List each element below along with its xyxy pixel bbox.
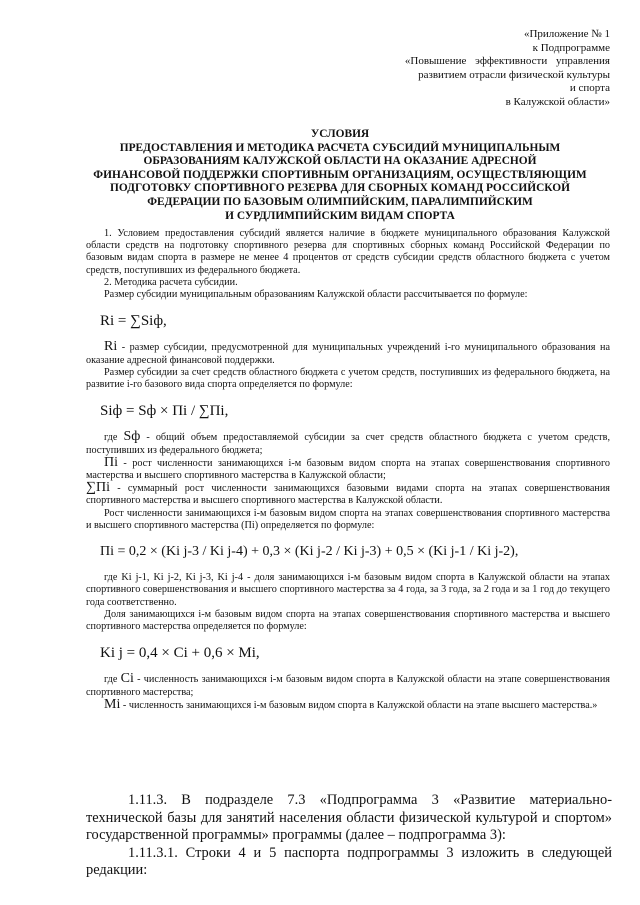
appendix-header: [350, 28, 610, 109]
paragraph: [86, 454, 610, 482]
title-line: ФЕДЕРАЦИИ ПО БАЗОВЫМ ОЛИМПИЙСКИМ, ПАРАЛИМПИЙСКИМ: [147, 195, 533, 208]
formula: Siф = Sф × Пi / ∑Пi,: [100, 403, 229, 420]
formula: Пi = 0,2 × (Ki j-3 / Ki j-4) + 0,3 × (Ki j-2 / Ki j-3) + 0,5 × (Ki j-1 / Ki j-2),: [100, 544, 519, 560]
amendment-section: [86, 792, 612, 880]
title-line: ПОДГОТОВКУ СПОРТИВНОГО РЕЗЕРВА ДЛЯ СБОРНЫХ КОМАНД РОССИЙСКОЙ: [109, 182, 570, 195]
formula-symbol: Sф: [123, 429, 141, 445]
formula: Ki j = 0,4 × Ci + 0,6 × Mi,: [100, 645, 260, 662]
paragraph-text: - численность занимающихся i-м базовым видом спорта в Калужской области на этапе совершенствования спортивного мастерства;: [86, 674, 610, 698]
paragraph: Рост численности занимающихся i-м базовым видом спорта на этапах совершенствования спортивного мастерства и высшего спортивного мастерства (Пi) определяется по формуле:: [86, 507, 610, 531]
appendix-line: и спорта: [569, 82, 610, 94]
paragraph: [86, 673, 610, 698]
paragraph: [86, 482, 610, 507]
section-paragraph: 1.11.3. В подразделе 7.3 «Подпрограмма 3 «Развитие материально-технической базы для занятий населения области физической культурой и спортом» государственной программы» программы (далее – подпрограмма 3):: [86, 792, 612, 844]
paragraph: Размер субсидии муниципальным образованиям Калужской области рассчитывается по формуле:: [104, 289, 528, 301]
paragraph-text: где: [104, 572, 122, 584]
paragraph-text: - общий объем предоставляемой субсидии за счет средств областного бюджета с учетом средств, поступивших из федерального бюджета;: [86, 432, 610, 456]
title-line: И СУРДЛИМПИЙСКИМ ВИДАМ СПОРТА: [225, 209, 455, 222]
formula-symbol: Пi: [104, 454, 118, 470]
document-title: [90, 128, 590, 223]
formula-symbol: Ki j-1, Ki j-2, Ki j-3, Ki j-4: [121, 572, 244, 584]
paragraph-text: - численность занимающихся i-м базовым видом спорта в Калужской области на этапе высшего мастерства.»: [120, 699, 598, 711]
section-paragraph: 1.11.3.1. Строки 4 и 5 паспорта подпрограммы 3 изложить в следующей редакции:: [86, 844, 612, 879]
paragraph-text: - суммарный рост численности занимающихся базовыми видами спорта на этапах совершенствования спортивного мастерства и высшего спортивного мастерства в Калужской области.: [86, 483, 610, 507]
paragraph-text: где: [104, 674, 121, 686]
formula: Ri = ∑Siф,: [100, 313, 167, 330]
appendix-line: в Калужской области»: [505, 95, 610, 108]
formula-symbol: Mi: [104, 696, 121, 712]
appendix-line: к Подпрограмме: [532, 41, 610, 54]
title-line: ФИНАНСОВОЙ ПОДДЕРЖКИ СПОРТИВНЫМ ОРГАНИЗАЦИЯМ, ОСУЩЕСТВЛЯЮЩИМ: [93, 168, 587, 181]
formula-symbol: Ri: [104, 339, 118, 355]
appendix-line: развитием отрасли физической культуры: [418, 68, 610, 81]
appendix-line: «Повышение эффективности управления: [404, 55, 610, 67]
formula-symbol: Ci: [120, 671, 134, 687]
paragraph: [86, 431, 610, 456]
formula-symbol: ∑Пi: [86, 480, 110, 496]
paragraph: Размер субсидии за счет средств областного бюджета с учетом средств, поступивших из федерального бюджета, на развитие i-го базового вида спорта определяется по формуле:: [86, 366, 610, 391]
paragraph-text: - доля занимающихся i-м базовым видом спорта в Калужской области на этапах спортивного совершенствования и высшего спортивного мастерства за 4 года, за 3 года, за 2 года и за 1 год до текущего года соответственно.: [86, 572, 610, 608]
paragraph: Доля занимающихся i-м базовым видом спорта на этапах совершенствования спортивного мастерства и высшего спортивного мастерства определяется по формуле:: [86, 608, 610, 633]
paragraph-text: - рост численности занимающихся i-м базовым видом спорта на этапах совершенствования спортивного мастерства и высшего спортивного мастерства в Калужской области;: [86, 457, 610, 482]
paragraph: [86, 696, 610, 712]
title-line: ПРЕДОСТАВЛЕНИЯ И МЕТОДИКА РАСЧЕТА СУБСИДИЙ МУНИЦИПАЛЬНЫМ: [119, 141, 561, 154]
paragraph: [86, 341, 610, 366]
title-line: УСЛОВИЯ: [310, 128, 370, 140]
paragraph: 2. Методика расчета субсидии.: [104, 276, 238, 288]
paragraph-text: - размер субсидии, предусмотренной для муниципальных учреждений i-го муниципального образования на оказание адресной финансовой поддержки.: [86, 342, 610, 366]
document-body: [86, 228, 610, 712]
paragraph-text: где: [104, 432, 124, 444]
title-line: ОБРАЗОВАНИЯМ КАЛУЖСКОЙ ОБЛАСТИ НА ОКАЗАНИЕ АДРЕСНОЙ: [143, 155, 537, 168]
paragraph: [86, 572, 610, 609]
appendix-line: «Приложение № 1: [523, 28, 610, 40]
paragraph: 1. Условием предоставления субсидий является наличие в бюджете муниципального образования Калужской области средств на подготовку спортивного резерва для спортивных сборных команд Российской Федерации по базовым видам спорта в размере не менее 4 процентов от средств субсидии средств областного бюджета с учетом средств, поступивших из федерального бюджета.: [86, 228, 610, 276]
